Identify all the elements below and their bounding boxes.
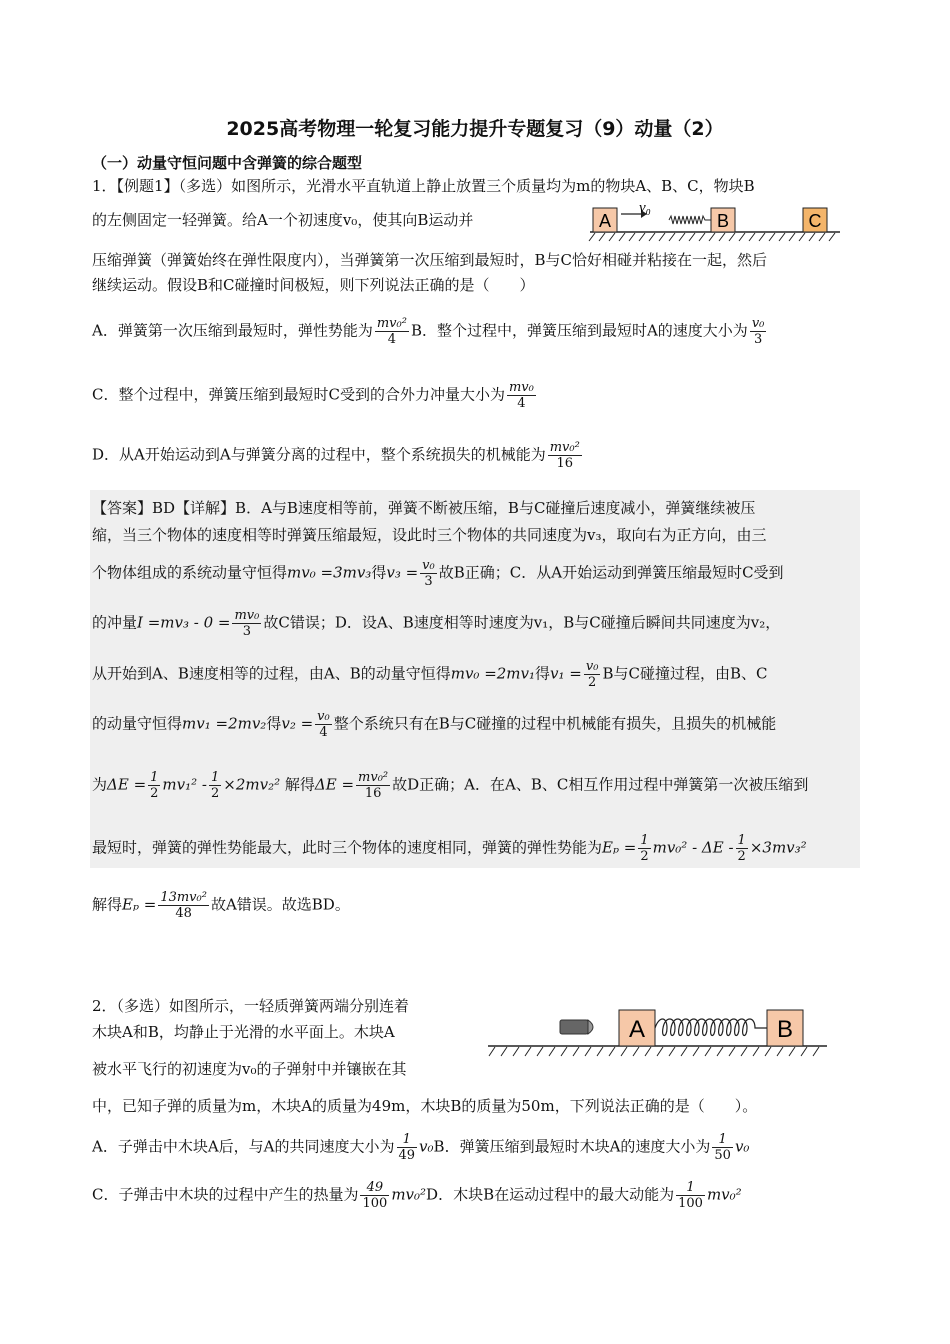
fraction: $\frac{1}{100}$ xyxy=(678,1180,703,1211)
answer-line5: 从开始到A、B速度相等的过程，由A、B的动量守恒得mv₀ =2mv₁得v₁ = $\frac{\text{v₀}}{2}$ B与C碰撞过程，由B、C xyxy=(92,659,768,690)
answer-line9: 解得Eₚ = $\frac{\text{13mv₀²}}{48}$ 故A错误。故选BD。 xyxy=(92,890,350,921)
q1-option-d: D．从A开始运动到A与弹簧分离的过程中，整个系统损失的机械能为 $\frac{\text{mv₀²}}{16}$ xyxy=(92,440,580,471)
section-heading: （一）动量守恒问题中含弹簧的综合题型 xyxy=(92,154,363,172)
q1-line2: 的左侧固定一轻弹簧。给A一个初速度v₀，使其向B运动并 xyxy=(92,211,474,229)
bullet-icon xyxy=(560,1020,593,1034)
block-c-label: C xyxy=(808,211,822,231)
fraction: $\frac{\text{mv₀²}}{4}$ xyxy=(376,316,407,347)
fraction: $\frac{\text{mv₀²}}{16}$ xyxy=(358,770,389,801)
block-b-label: B xyxy=(776,1016,794,1043)
fraction: $\frac{\text{v₀}}{3}$ xyxy=(751,316,765,347)
q2-line4: 中，已知子弹的质量为m，木块A的质量为49m，木块B的质量为50m，下列说法正确的是（ ）。 xyxy=(92,1097,758,1115)
q2-line3: 被水平飞行的初速度为v₀的子弹射中并镶嵌在其 xyxy=(92,1060,407,1078)
q1-line1: 1．【例题1】（多选）如图所示，光滑水平直轨道上静止放置三个质量均为m的物块A、B、C，物块B xyxy=(92,177,755,195)
page-title: 2025高考物理一轮复习能力提升专题复习（9）动量（2） xyxy=(226,118,724,140)
q2-option-cd: C．子弹击中木块的过程中产生的热量为 $\frac{49}{100}$ mv₀²D．木块B在运动过程中的最大动能为 $\frac{1}{100}$ mv₀² xyxy=(92,1180,742,1211)
q1-line3: 压缩弹簧（弹簧始终在弹性限度内），当弹簧第一次压缩到最短时，B与C恰好相碰并粘接在一起，然后 xyxy=(92,251,768,269)
spring-icon xyxy=(655,1019,767,1036)
spring-icon xyxy=(669,216,711,224)
velocity-label: v₀ xyxy=(639,200,651,216)
q2-figure xyxy=(485,1004,830,1062)
fraction: $\frac{1}{2}$ xyxy=(210,770,220,801)
answer-line4: 的冲量I =mv₃ - 0 = $\frac{\text{mv₀}}{3}$ 故C错误；D．设A、B速度相等时速度为v₁，B与C碰撞后瞬间共同速度为v₂， xyxy=(92,608,781,639)
fraction: $\frac{\text{mv₀}}{3}$ xyxy=(234,608,260,639)
answer-line6: 的动量守恒得mv₁ =2mv₂得v₂ = $\frac{\text{v₀}}{4}$ 整个系统只有在B与C碰撞的过程中机械能有损失，且损失的机械能 xyxy=(92,709,777,740)
q2-line2: 木块A和B，均静止于光滑的水平面上。木块A xyxy=(92,1023,395,1041)
fraction: $\frac{1}{2}$ xyxy=(640,833,649,864)
q2-line1: 2．（多选）如图所示，一轻质弹簧两端分别连着 xyxy=(92,997,410,1015)
fraction: $\frac{1}{50}$ xyxy=(714,1132,731,1163)
answer-line3: 个物体组成的系统动量守恒得mv₀ =3mv₃得v₃ = $\frac{\text{v₀}}{3}$ 故B正确；C．从A开始运动到弹簧压缩最短时C受到 xyxy=(92,558,784,589)
q1-line4: 继续运动。假设B和C碰撞时间极短，则下列说法正确的是（ ） xyxy=(92,276,535,294)
fraction: $\frac{\text{mv₀}}{4}$ xyxy=(508,380,534,411)
fraction: $\frac{1}{49}$ xyxy=(398,1132,416,1163)
fraction: $\frac{\text{13mv₀²}}{48}$ xyxy=(160,890,207,921)
fraction: $\frac{\text{mv₀²}}{16}$ xyxy=(549,440,580,471)
answer-line2: 缩，当三个物体的速度相等时弹簧压缩最短，设此时三个物体的共同速度为v₃，取向右为正方向，由三 xyxy=(92,526,767,544)
q1-figure xyxy=(585,196,845,246)
answer-line1: 【答案】BD【详解】B．A与B速度相等前，弹簧不断被压缩，B与C碰撞后速度减小，弹簧继续被压 xyxy=(92,499,756,517)
block-b-label: B xyxy=(716,211,730,231)
block-a-label: A xyxy=(598,211,612,231)
q2-option-ab: A．子弹击中木块A后，与A的共同速度大小为 $\frac{1}{49}$ v₀B．弹簧压缩到最短时木块A的速度大小为 $\frac{1}{50}$ v₀ xyxy=(92,1132,750,1163)
answer-line7: 为ΔE = $\frac{1}{2}$ mv₁² - $\frac{1}{2}$ ×2mv₂² 解得ΔE = $\frac{\text{mv₀²}}{16}$ 故D正确；A．在A、B、C相互作用过程中弹簧第一次被压缩到 xyxy=(92,770,809,801)
q1-option-a: A．弹簧第一次压缩到最短时，弹性势能为 $\frac{\text{mv₀²}}{4}$ B．整个过程中，弹簧压缩到最短时A的速度大小为 $\frac{\text{v₀}}{3}$ xyxy=(92,316,765,347)
fraction: $\frac{1}{2}$ xyxy=(737,833,746,864)
answer-line8: 最短时，弹簧的弹性势能最大，此时三个物体的速度相同，弹簧的弹性势能为Eₚ = $\frac{1}{2}$ mv₀² - ΔE - $\frac{1}{2}$ ×3mv₃² xyxy=(92,833,807,864)
fraction: $\frac{\text{v₀}}{3}$ xyxy=(422,558,435,589)
q1-option-c: C．整个过程中，弹簧压缩到最短时C受到的合外力冲量大小为 $\frac{\text{mv₀}}{4}$ xyxy=(92,380,534,411)
fraction: $\frac{49}{100}$ xyxy=(362,1180,388,1211)
fraction: $\frac{\text{v₀}}{4}$ xyxy=(317,709,330,740)
fraction: $\frac{\text{v₀}}{2}$ xyxy=(585,659,599,690)
block-a-label: A xyxy=(628,1016,646,1043)
fraction: $\frac{1}{2}$ xyxy=(150,770,159,801)
